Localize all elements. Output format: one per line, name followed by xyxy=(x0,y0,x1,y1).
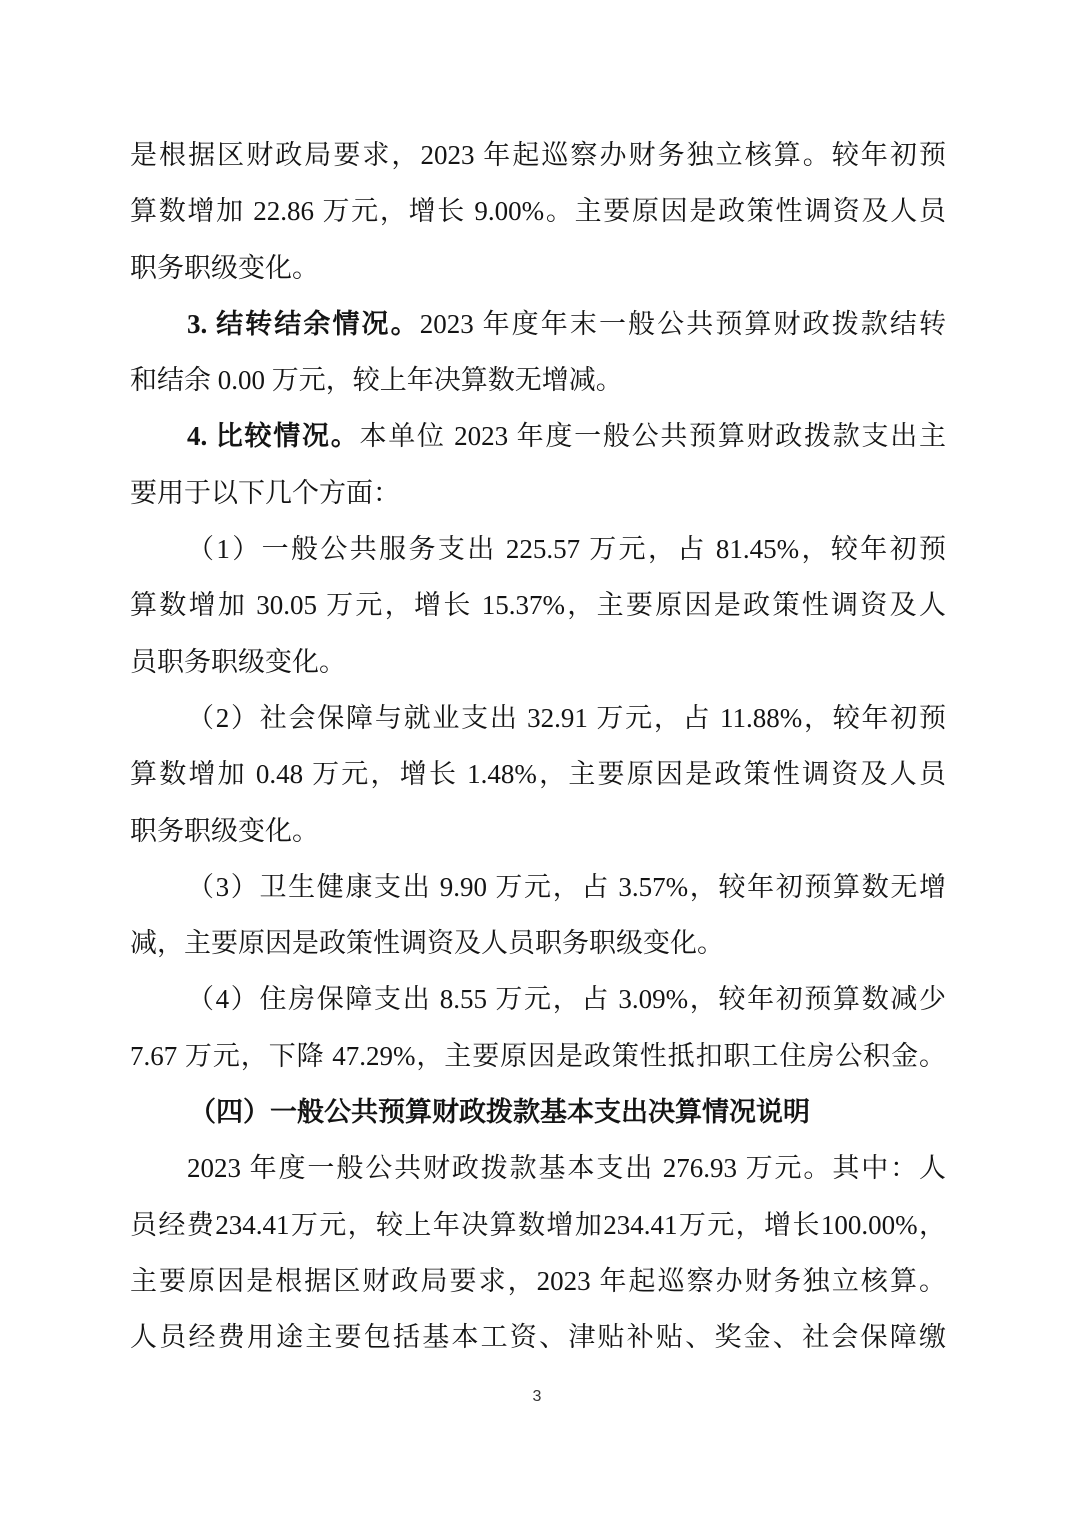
text-line: 员经费234.41万元，较上年决算数增加234.41万元，增长100.00%， xyxy=(130,1209,946,1240)
text-line: 职务职级变化。 xyxy=(130,815,319,846)
paragraph xyxy=(130,690,946,859)
text-line: 算数增加 30.05 万元，增长 15.37%，主要原因是政策性调资及人 xyxy=(130,590,946,621)
section-heading: （四）一般公共预算财政拨款基本支出决算情况说明 xyxy=(189,1097,810,1128)
paragraph xyxy=(130,521,946,690)
text-line: （4）住房保障支出 8.55 万元，占 3.09%，较年初预算数减少 xyxy=(187,984,946,1015)
text-line: 2023 年度一般公共财政拨款基本支出 276.93 万元。其中：人 xyxy=(187,1153,946,1184)
text-line: （1）一般公共服务支出 225.57 万元，占 81.45%，较年初预 xyxy=(187,534,946,565)
text-line xyxy=(130,296,946,352)
text-line-content: 2023 年度年末一般公共预算财政拨款结转 xyxy=(419,308,946,339)
paragraph-lead: 4. 比较情况。 xyxy=(187,421,360,452)
paragraph xyxy=(130,859,946,972)
text-line: 算数增加 0.48 万元，增长 1.48%，主要原因是政策性调资及人员 xyxy=(130,759,946,790)
text-line: （3）卫生健康支出 9.90 万元，占 3.57%，较年初预算数无增 xyxy=(187,871,946,902)
paragraph-lead: 3. 结转结余情况。 xyxy=(187,308,420,339)
text-line: （2）社会保障与就业支出 32.91 万元，占 11.88%，较年初预 xyxy=(187,702,946,733)
text-line: 职务职级变化。 xyxy=(130,252,319,283)
text-line: 减，主要原因是政策性调资及人员职务职级变化。 xyxy=(130,928,724,959)
paragraph xyxy=(130,971,946,1084)
paragraph xyxy=(130,127,946,296)
text-line: 人员经费用途主要包括基本工资、津贴补贴、奖金、社会保障缴 xyxy=(130,1322,946,1353)
paragraph xyxy=(130,296,946,409)
text-line: 要用于以下几个方面： xyxy=(130,477,400,508)
document-body xyxy=(130,127,946,1366)
text-line: 主要原因是根据区财政局要求，2023 年起巡察办财务独立核算。 xyxy=(130,1265,946,1296)
text-line: 和结余 0.00 万元，较上年决算数无增减。 xyxy=(130,365,623,396)
paragraph xyxy=(130,408,946,521)
paragraph xyxy=(130,1140,946,1365)
text-line: 7.67 万元，下降 47.29%，主要原因是政策性抵扣职工住房公积金。 xyxy=(130,1040,946,1071)
text-line: 员职务职级变化。 xyxy=(130,646,346,677)
text-line xyxy=(130,408,946,464)
page-number: 3 xyxy=(532,1388,542,1405)
text-line: 是根据区财政局要求，2023 年起巡察办财务独立核算。较年初预 xyxy=(130,140,946,170)
text-line-content: 本单位 2023 年度一般公共预算财政拨款支出主 xyxy=(359,421,947,452)
text-line: 算数增加 22.86 万元，增长 9.00%。主要原因是政策性调资及人员 xyxy=(130,196,946,227)
